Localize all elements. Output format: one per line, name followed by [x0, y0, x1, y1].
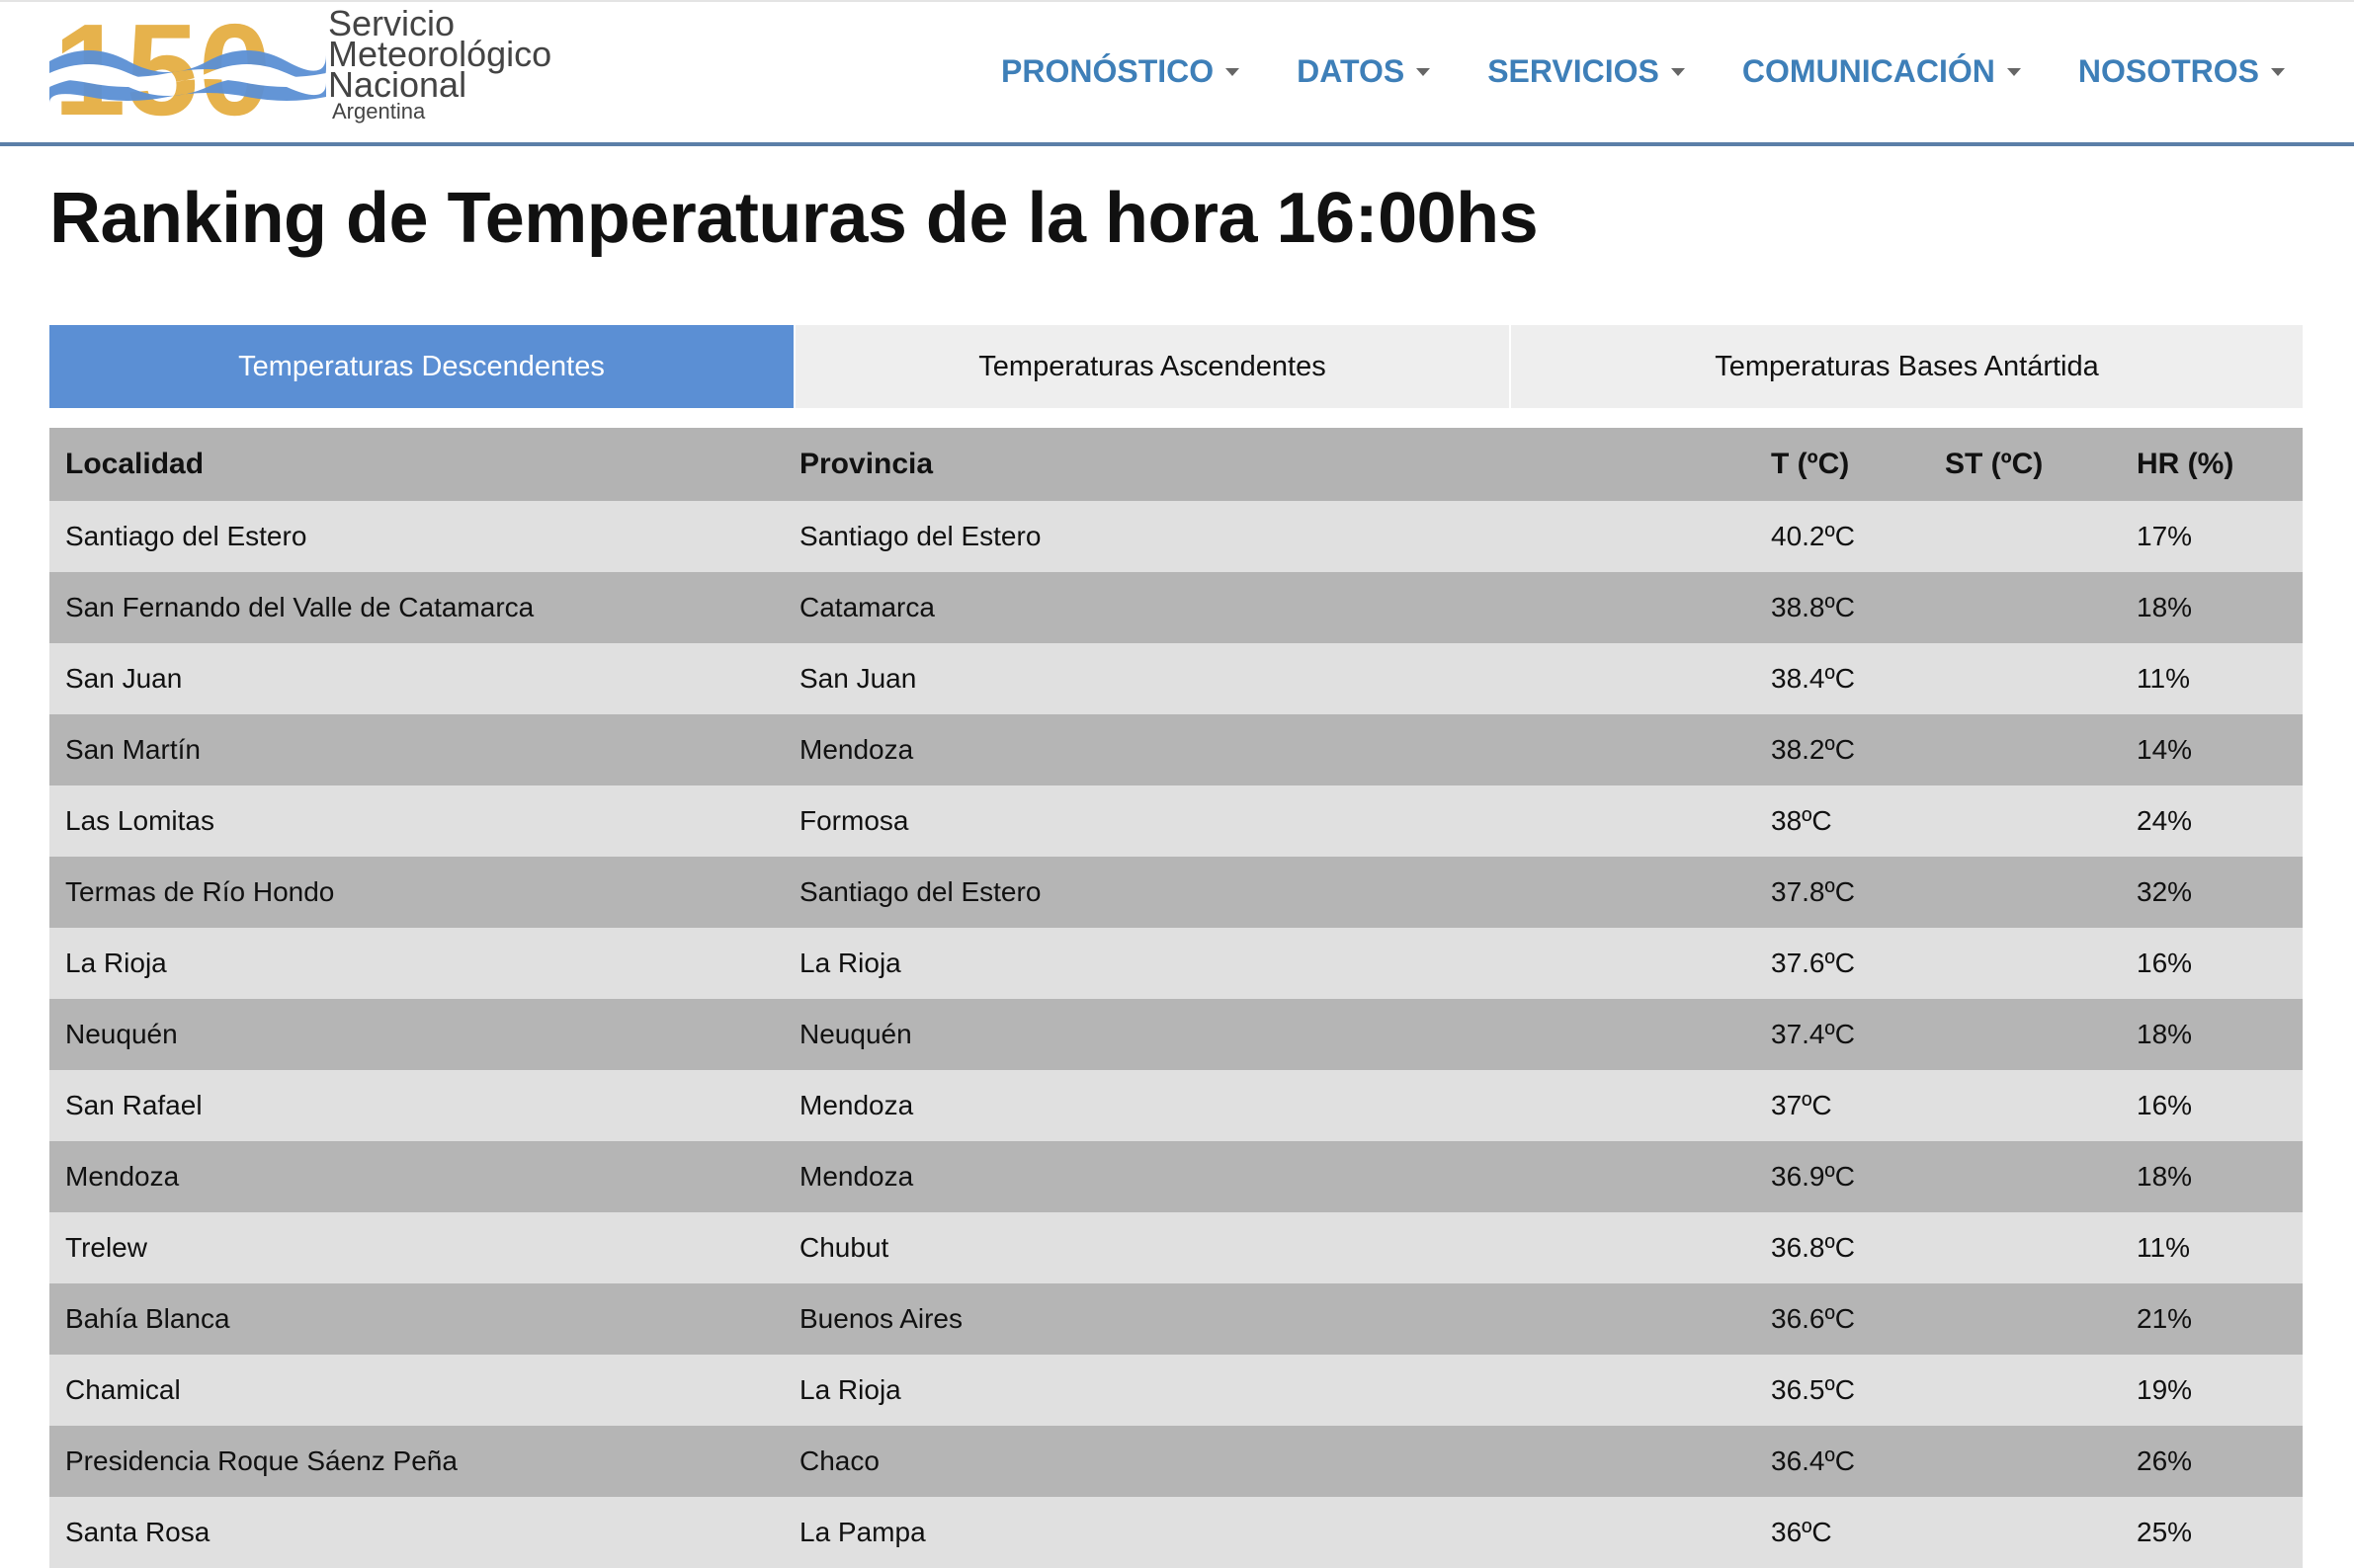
cell-temperatura: 37.8ºC	[1771, 876, 1855, 907]
cell-temperatura: 38.8ºC	[1771, 592, 1855, 622]
table-row	[49, 928, 2303, 999]
table-row	[49, 714, 2303, 785]
cell-humedad: 32%	[2137, 876, 2193, 907]
cell-humedad: 25%	[2137, 1517, 2193, 1547]
cell-provincia: Chaco	[799, 1445, 880, 1476]
table-row	[49, 643, 2303, 714]
cell-provincia: La Pampa	[799, 1517, 926, 1547]
cell-provincia: Mendoza	[799, 1090, 914, 1120]
nav-label: NOSOTROS	[2077, 53, 2259, 89]
cell-localidad: San Juan	[65, 663, 183, 694]
cell-localidad: Neuquén	[65, 1019, 178, 1049]
nav-nosotros[interactable]	[2078, 53, 2285, 90]
header-provincia[interactable]: Provincia	[799, 448, 934, 480]
table-row	[49, 1070, 2303, 1141]
cell-humedad: 11%	[2137, 1232, 2190, 1263]
cell-temperatura: 38.2ºC	[1771, 734, 1855, 765]
ranking-table	[49, 428, 2303, 1568]
cell-temperatura: 36ºC	[1771, 1517, 1832, 1547]
table-row	[49, 1141, 2303, 1212]
cell-humedad: 19%	[2137, 1374, 2193, 1405]
cell-provincia: Neuquén	[799, 1019, 912, 1049]
caret-down-icon	[1225, 68, 1239, 76]
cell-temperatura: 40.2ºC	[1771, 521, 1855, 551]
cell-humedad: 21%	[2137, 1303, 2193, 1334]
table-row	[49, 1497, 2303, 1568]
cell-localidad: Presidencia Roque Sáenz Peña	[65, 1445, 458, 1476]
tab-antartida[interactable]: Temperaturas Bases Antártida	[1511, 325, 2303, 408]
cell-provincia: San Juan	[799, 663, 917, 694]
cell-humedad: 14%	[2137, 734, 2193, 765]
cell-provincia: Catamarca	[799, 592, 935, 622]
brand-line-2: Meteorológico	[328, 34, 552, 74]
cell-localidad: Santiago del Estero	[65, 521, 307, 551]
main-nav	[1001, 53, 2285, 90]
table-row	[49, 501, 2303, 572]
cell-localidad: Bahía Blanca	[65, 1303, 230, 1334]
nav-label: SERVICIOS	[1487, 53, 1659, 89]
cell-provincia: Buenos Aires	[799, 1303, 963, 1334]
brand-line-4: Argentina	[332, 99, 426, 124]
cell-localidad: Mendoza	[65, 1161, 180, 1192]
nav-label: DATOS	[1297, 53, 1405, 89]
cell-humedad: 16%	[2137, 948, 2193, 978]
site-header	[0, 0, 2354, 146]
cell-provincia: Chubut	[799, 1232, 889, 1263]
table-row	[49, 999, 2303, 1070]
smn-logo[interactable]	[49, 4, 583, 142]
header-localidad[interactable]: Localidad	[65, 448, 205, 480]
page-title: Ranking de Temperaturas de la hora 16:00hs	[49, 179, 1539, 258]
cell-temperatura: 36.8ºC	[1771, 1232, 1855, 1263]
caret-down-icon	[2007, 68, 2021, 76]
nav-comunicacion[interactable]	[1742, 53, 2021, 90]
cell-localidad: San Rafael	[65, 1090, 203, 1120]
header-sensacion-termica[interactable]: ST (ºC)	[1945, 448, 2044, 480]
cell-provincia: Santiago del Estero	[799, 876, 1042, 907]
cell-provincia: La Rioja	[799, 948, 901, 978]
table-header-row	[49, 428, 2303, 501]
table-row	[49, 1283, 2303, 1355]
logo-number: 150	[53, 4, 272, 132]
logo-150-icon	[49, 4, 326, 132]
tab-ascendentes[interactable]: Temperaturas Ascendentes	[794, 325, 1511, 408]
brand-name	[328, 3, 552, 124]
header-temperatura[interactable]: T (ºC)	[1771, 448, 1850, 480]
cell-humedad: 18%	[2137, 592, 2193, 622]
cell-humedad: 11%	[2137, 663, 2190, 694]
cell-localidad: Las Lomitas	[65, 805, 214, 836]
caret-down-icon	[1671, 68, 1685, 76]
cell-temperatura: 38.4ºC	[1771, 663, 1855, 694]
table-row	[49, 1212, 2303, 1283]
cell-humedad: 18%	[2137, 1161, 2193, 1192]
header-humedad[interactable]: HR (%)	[2137, 448, 2234, 480]
table-row	[49, 1426, 2303, 1497]
cell-humedad: 24%	[2137, 805, 2193, 836]
brand-line-3: Nacional	[328, 64, 467, 105]
cell-localidad: Termas de Río Hondo	[65, 876, 335, 907]
nav-label: COMUNICACIÓN	[1741, 53, 1995, 89]
cell-temperatura: 36.6ºC	[1771, 1303, 1855, 1334]
nav-datos[interactable]	[1297, 53, 1430, 90]
nav-servicios[interactable]	[1487, 53, 1685, 90]
cell-temperatura: 37.6ºC	[1771, 948, 1855, 978]
cell-localidad: La Rioja	[65, 948, 167, 978]
cell-provincia: Santiago del Estero	[799, 521, 1042, 551]
table-row	[49, 572, 2303, 643]
tab-descendentes[interactable]: Temperaturas Descendentes	[49, 325, 794, 408]
ranking-tabs	[49, 325, 2303, 408]
cell-localidad: Santa Rosa	[65, 1517, 210, 1547]
cell-provincia: Mendoza	[799, 734, 914, 765]
table-body	[49, 501, 2303, 1568]
caret-down-icon	[1416, 68, 1430, 76]
cell-humedad: 18%	[2137, 1019, 2193, 1049]
cell-humedad: 16%	[2137, 1090, 2193, 1120]
cell-provincia: Formosa	[799, 805, 909, 836]
cell-temperatura: 36.4ºC	[1771, 1445, 1855, 1476]
cell-temperatura: 37ºC	[1771, 1090, 1832, 1120]
cell-localidad: San Fernando del Valle de Catamarca	[65, 592, 535, 622]
cell-humedad: 17%	[2137, 521, 2193, 551]
cell-localidad: San Martín	[65, 734, 201, 765]
nav-label: PRONÓSTICO	[1001, 53, 1215, 89]
cell-temperatura: 36.5ºC	[1771, 1374, 1855, 1405]
cell-localidad: Chamical	[65, 1374, 181, 1405]
cell-temperatura: 37.4ºC	[1771, 1019, 1855, 1049]
brand-line-1: Servicio	[328, 3, 456, 43]
caret-down-icon	[2271, 68, 2285, 76]
cell-provincia: La Rioja	[799, 1374, 901, 1405]
cell-humedad: 26%	[2137, 1445, 2193, 1476]
nav-pronostico[interactable]	[1001, 53, 1239, 90]
cell-temperatura: 38ºC	[1771, 805, 1832, 836]
table-row	[49, 1355, 2303, 1426]
table-row	[49, 857, 2303, 928]
cell-temperatura: 36.9ºC	[1771, 1161, 1855, 1192]
table-row	[49, 785, 2303, 857]
cell-localidad: Trelew	[65, 1232, 147, 1263]
cell-provincia: Mendoza	[799, 1161, 914, 1192]
